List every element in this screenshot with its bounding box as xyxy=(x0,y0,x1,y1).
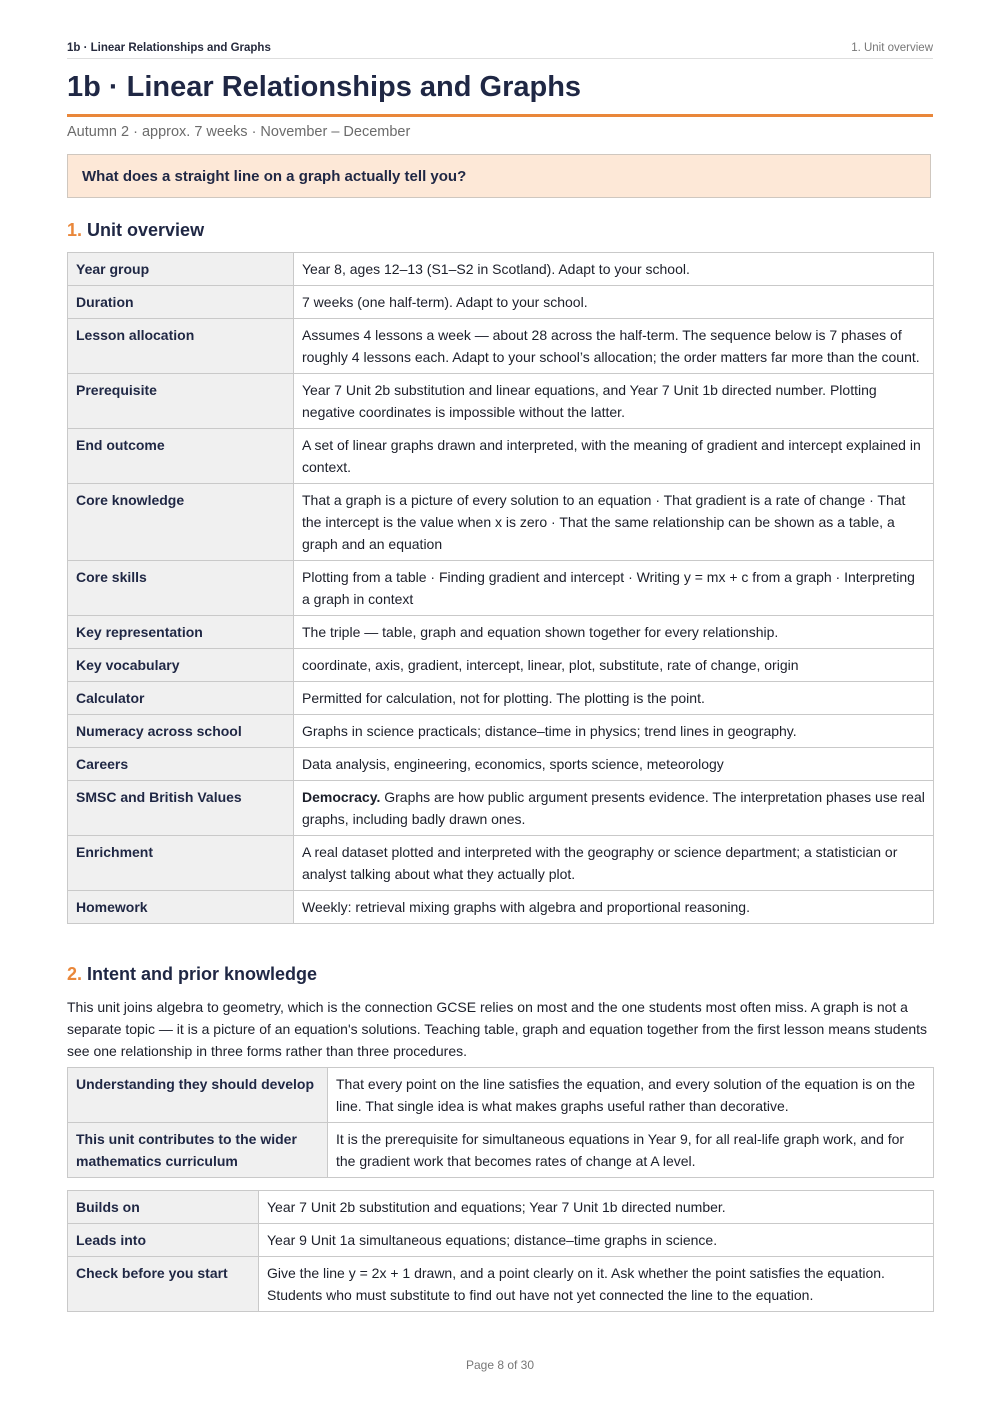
row-value: Year 8, ages 12–13 (S1–S2 in Scotland). Adapt to your school. xyxy=(294,253,934,286)
table-row xyxy=(68,748,934,781)
row-value: That every point on the line satisfies the equation, and every solution of the equation is on the line. That single idea is what makes graphs useful rather than decorative. xyxy=(328,1068,934,1123)
row-value: Year 7 Unit 2b substitution and equations; Year 7 Unit 1b directed number. xyxy=(259,1191,934,1224)
intent-paragraph: This unit joins algebra to geometry, which is the connection GCSE relies on most and the one students most often miss. A graph is not a separate topic — it is a picture of an equation's solutions. Teaching table, graph and equation together from the first lesson means students see one relationship in three forms rather than three procedures. xyxy=(67,999,928,1059)
page-subtitle: Autumn 2 · approx. 7 weeks · November – December xyxy=(67,124,411,140)
value-emphasis: Democracy. xyxy=(302,789,381,805)
running-header-section: 1. Unit overview xyxy=(851,42,933,54)
table-row xyxy=(68,781,934,836)
table-row xyxy=(68,616,934,649)
row-value: A set of linear graphs drawn and interpreted, with the meaning of gradient and intercept explained in context. xyxy=(294,429,934,484)
table-row xyxy=(68,1191,934,1224)
row-label: Key representation xyxy=(68,616,294,649)
row-label: Leads into xyxy=(68,1224,259,1257)
row-label: Builds on xyxy=(68,1191,259,1224)
row-label: Year group xyxy=(68,253,294,286)
row-label: Numeracy across school xyxy=(68,715,294,748)
table-row xyxy=(68,484,934,561)
row-label: Prerequisite xyxy=(68,374,294,429)
row-value: Plotting from a table · Finding gradient and intercept · Writing y = mx + c from a graph · Interpreting a graph in context xyxy=(294,561,934,616)
table-row xyxy=(68,891,934,924)
value-text: Graphs are how public argument presents evidence. The interpretation phases use real graphs, including badly drawn ones. xyxy=(302,789,925,827)
table-row xyxy=(68,836,934,891)
row-label: Enrichment xyxy=(68,836,294,891)
section-number: 1. xyxy=(67,220,83,240)
intent-table xyxy=(67,1067,934,1178)
table-row xyxy=(68,1123,934,1178)
row-value: Graphs in science practicals; distance–time in physics; trend lines in geography. xyxy=(294,715,934,748)
row-label: End outcome xyxy=(68,429,294,484)
row-value: Year 7 Unit 2b substitution and linear equations, and Year 7 Unit 1b directed number. Plotting negative coordinates is impossible without the latter. xyxy=(294,374,934,429)
section-number: 2. xyxy=(67,964,83,984)
table-row xyxy=(68,374,934,429)
section-title: Unit overview xyxy=(87,220,205,240)
row-value: Year 9 Unit 1a simultaneous equations; distance–time graphs in science. xyxy=(259,1224,934,1257)
section-heading-unit-overview xyxy=(67,220,204,241)
row-value: A real dataset plotted and interpreted with the geography or science department; a statistician or analyst talking about what they actually plot. xyxy=(294,836,934,891)
row-value: Weekly: retrieval mixing graphs with algebra and proportional reasoning. xyxy=(294,891,934,924)
row-value: Permitted for calculation, not for plotting. The plotting is the point. xyxy=(294,682,934,715)
key-question-text: What does a straight line on a graph actually tell you? xyxy=(82,167,467,185)
row-value: Data analysis, engineering, economics, sports science, meteorology xyxy=(294,748,934,781)
key-question-callout xyxy=(67,154,931,198)
table-row xyxy=(68,649,934,682)
table-row xyxy=(68,286,934,319)
row-value: That a graph is a picture of every solution to an equation · That gradient is a rate of change · That the intercept is the value when x is zero · That the same relationship can be shown as a table, a graph and an equation xyxy=(294,484,934,561)
table-row xyxy=(68,429,934,484)
table-row xyxy=(68,715,934,748)
table-row xyxy=(68,319,934,374)
row-value: Give the line y = 2x + 1 drawn, and a point clearly on it. Ask whether the point satisfies the equation. Students who must substitute to find out have not yet connected the line to the equation. xyxy=(259,1257,934,1312)
row-label: This unit contributes to the wider mathematics curriculum xyxy=(68,1123,328,1178)
row-label: Key vocabulary xyxy=(68,649,294,682)
row-value: Assumes 4 lessons a week — about 28 across the half-term. The sequence below is 7 phases of roughly 4 lessons each. Adapt to your school’s allocation; the order matters far more than the count. xyxy=(294,319,934,374)
row-label: Core knowledge xyxy=(68,484,294,561)
row-label: Homework xyxy=(68,891,294,924)
row-label: Lesson allocation xyxy=(68,319,294,374)
row-label: Core skills xyxy=(68,561,294,616)
row-label: Check before you start xyxy=(68,1257,259,1312)
running-header xyxy=(67,38,933,59)
row-value: coordinate, axis, gradient, intercept, linear, plot, substitute, rate of change, origin xyxy=(294,649,934,682)
row-value: It is the prerequisite for simultaneous equations in Year 9, for all real-life graph work, and for the gradient work that becomes rates of change at A level. xyxy=(328,1123,934,1178)
row-label: Careers xyxy=(68,748,294,781)
section-heading-intent xyxy=(67,964,317,985)
table-row xyxy=(68,1068,934,1123)
table-row xyxy=(68,1257,934,1312)
running-header-title: 1b · Linear Relationships and Graphs xyxy=(67,42,271,54)
row-label: SMSC and British Values xyxy=(68,781,294,836)
table-row xyxy=(68,682,934,715)
section-title: Intent and prior knowledge xyxy=(87,964,318,984)
links-table xyxy=(67,1190,934,1312)
row-label: Understanding they should develop xyxy=(68,1068,328,1123)
table-row xyxy=(68,561,934,616)
table-row xyxy=(68,1224,934,1257)
row-value: 7 weeks (one half-term). Adapt to your school. xyxy=(294,286,934,319)
row-label: Calculator xyxy=(68,682,294,715)
row-value: The triple — table, graph and equation shown together for every relationship. xyxy=(294,616,934,649)
page-title: 1b · Linear Relationships and Graphs xyxy=(67,68,933,117)
unit-overview-table xyxy=(67,252,934,924)
page-number: Page 8 of 30 xyxy=(465,1358,535,1372)
row-value xyxy=(294,781,934,836)
row-label: Duration xyxy=(68,286,294,319)
table-row xyxy=(68,253,934,286)
